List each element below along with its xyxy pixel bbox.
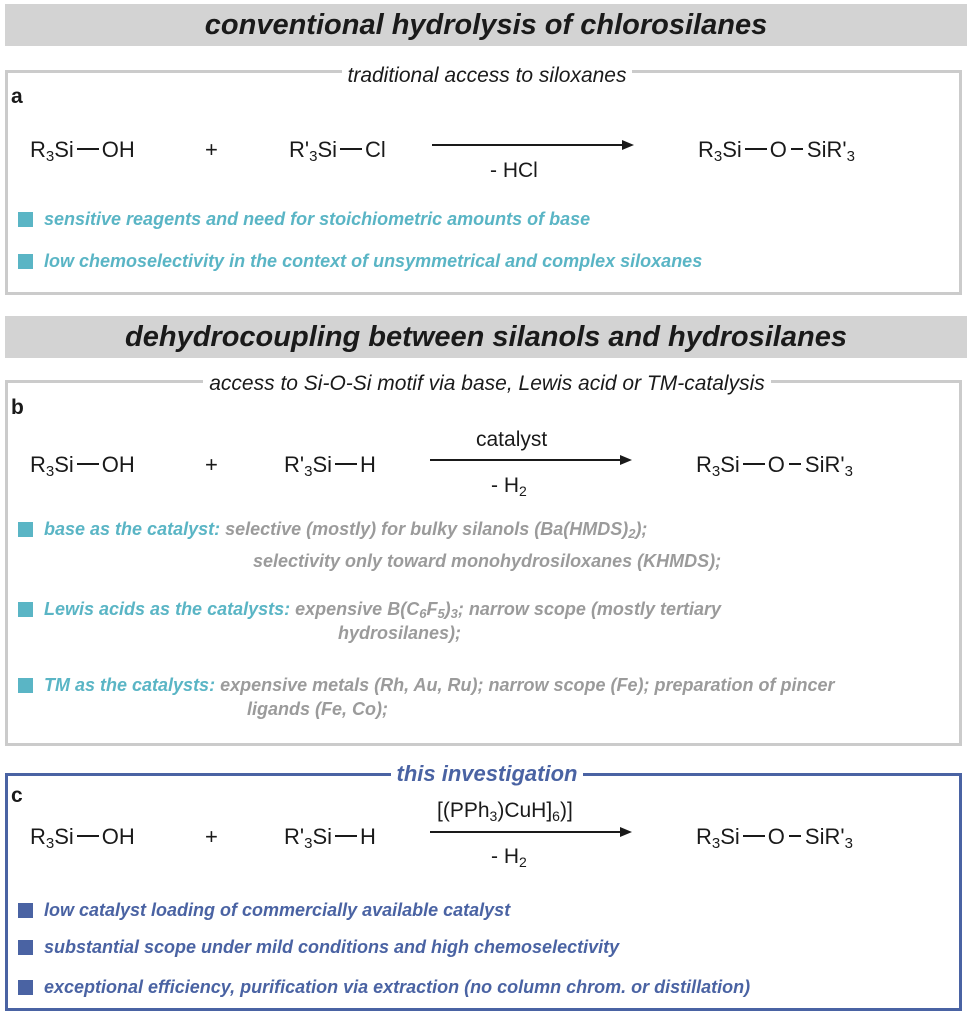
single-bond	[335, 835, 357, 837]
chem-part: SiR'	[804, 824, 845, 849]
label-part: )CuH]	[497, 799, 553, 822]
chem-sub: 3	[844, 463, 853, 480]
label-part: - H	[491, 474, 519, 497]
chem-sub: 3	[309, 148, 318, 165]
arrow-b-above-label: catalyst	[476, 428, 548, 451]
single-bond	[789, 835, 801, 837]
bullet-square-icon	[18, 980, 33, 995]
reactant-chlorosilane-a	[289, 137, 386, 163]
chem-part: Si	[54, 824, 74, 849]
section-b-caption	[0, 372, 974, 396]
bullet-text	[44, 518, 647, 540]
section-b-bullet-lewis-line2: hydrosilanes);	[338, 623, 462, 643]
detail-sub: 6	[419, 606, 427, 621]
section-a-bullet	[18, 250, 702, 272]
chem-sub: 3	[713, 148, 723, 165]
bullet-text	[44, 598, 721, 620]
bullet-text: exceptional efficiency, purification via extraction (no column chrom. or distillation)	[44, 977, 751, 997]
label-part: )]	[559, 799, 573, 822]
single-bond	[743, 835, 765, 837]
chem-part: O	[769, 137, 787, 162]
bullet-detail	[295, 599, 721, 619]
chem-part: Si	[312, 452, 332, 477]
single-bond	[743, 463, 765, 465]
chem-part: Si	[54, 137, 74, 162]
bullet-text: low catalyst loading of commercially available catalyst	[44, 900, 511, 920]
chem-part: SiR'	[804, 452, 845, 477]
bullet-text: low chemoselectivity in the context of unsymmetrical and complex siloxanes	[44, 251, 703, 271]
chem-part: Si	[312, 824, 332, 849]
section-a-caption-text: traditional access to siloxanes	[342, 64, 633, 87]
reaction-arrow-c	[430, 825, 634, 839]
section-a-letter: a	[11, 85, 23, 108]
section-c-bullet	[18, 899, 510, 921]
reactant-hydrosilane-b	[284, 452, 376, 478]
section-a-caption	[0, 64, 974, 88]
product-siloxane-b	[696, 452, 853, 478]
section-c-bullet	[18, 936, 619, 958]
chem-part: OH	[101, 137, 135, 162]
single-bond	[77, 463, 99, 465]
section-b-bullet-base-line2: selectivity only toward monohydrosiloxanes (KHMDS);	[253, 551, 722, 571]
detail-part: expensive B(C	[295, 599, 420, 619]
section-b-banner-text: dehydrocoupling between silanols and hydrosilanes	[125, 320, 847, 353]
chem-part: Si	[722, 137, 742, 162]
bullet-detail: expensive metals (Rh, Au, Ru); narrow scope (Fe); preparation of pincer	[220, 675, 835, 695]
section-b-bullet-lewis	[18, 598, 721, 620]
reaction-arrow-a	[432, 138, 636, 152]
section-b-bullet-tm	[18, 674, 835, 696]
bullet-square-icon	[18, 678, 33, 693]
chem-sub: 3	[45, 835, 55, 852]
chem-part: Si	[720, 824, 740, 849]
detail-sub: 3	[450, 606, 458, 621]
product-siloxane-c	[696, 824, 853, 850]
chem-part: R	[696, 824, 712, 849]
product-siloxane-a	[698, 137, 855, 163]
single-bond	[340, 148, 362, 150]
single-bond	[745, 148, 767, 150]
bullet-label: Lewis acids as the catalysts:	[44, 599, 291, 619]
label-part: [(PPh	[437, 799, 490, 822]
detail-part: selective (mostly) for bulky silanols (Ba(HMDS)	[225, 519, 629, 539]
section-c-caption-text: this investigation	[391, 761, 584, 786]
single-bond	[77, 835, 99, 837]
bullet-square-icon	[18, 254, 33, 269]
section-b-bullet-base	[18, 518, 647, 540]
chem-sub: 3	[846, 148, 855, 165]
plus-sign-a: +	[205, 137, 218, 162]
reaction-arrow-b	[430, 453, 634, 467]
bullet-label: TM as the catalysts:	[44, 675, 216, 695]
reactant-hydrosilane-c	[284, 824, 376, 850]
arrow-a-below-label: - HCl	[490, 159, 538, 182]
section-c-letter: c	[11, 784, 23, 807]
bullet-square-icon	[18, 602, 33, 617]
section-a-banner	[5, 4, 967, 46]
bullet-text: substantial scope under mild conditions and high chemoselectivity	[44, 937, 620, 957]
arrow-c-above-label	[437, 799, 573, 823]
single-bond	[791, 148, 803, 150]
chem-part: OH	[101, 452, 135, 477]
reactant-silanol-a	[30, 137, 135, 163]
single-bond	[335, 463, 357, 465]
bullet-detail	[225, 519, 647, 539]
chem-part: R	[698, 137, 714, 162]
chem-part: R	[30, 137, 46, 162]
chem-part: O	[767, 452, 785, 477]
single-bond	[77, 148, 99, 150]
bullet-square-icon	[18, 212, 33, 227]
chem-part: R'	[289, 137, 310, 162]
chem-part: H	[360, 824, 376, 849]
bullet-label: base as the catalyst:	[44, 519, 221, 539]
chem-part: OH	[101, 824, 135, 849]
detail-part: F	[426, 599, 438, 619]
section-b-bullet-tm-line2: ligands (Fe, Co);	[247, 699, 388, 719]
reactant-silanol-c	[30, 824, 135, 850]
detail-part: );	[635, 519, 648, 539]
detail-part: ; narrow scope (mostly tertiary	[457, 599, 721, 619]
plus-sign-c: +	[205, 824, 218, 849]
chem-sub: 3	[711, 463, 721, 480]
detail-sub: 5	[437, 606, 445, 621]
detail-sub: 2	[628, 526, 636, 541]
label-sub: 2	[519, 854, 527, 870]
chem-sub: 3	[844, 835, 853, 852]
bullet-square-icon	[18, 940, 33, 955]
reactant-silanol-b	[30, 452, 135, 478]
bullet-text: sensitive reagents and need for stoichiometric amounts of base	[44, 209, 591, 229]
chem-part: R'	[284, 452, 305, 477]
chem-part: O	[767, 824, 785, 849]
section-c-caption	[0, 761, 974, 787]
chem-sub: 3	[304, 463, 313, 480]
arrow-b-below-label	[491, 474, 527, 498]
chem-sub: 3	[711, 835, 721, 852]
chem-part: Si	[317, 137, 337, 162]
label-sub: 6	[552, 808, 560, 824]
bullet-square-icon	[18, 522, 33, 537]
section-b-banner	[5, 316, 967, 358]
chem-part: R	[30, 452, 46, 477]
section-b-caption-text: access to Si-O-Si motif via base, Lewis acid or TM-catalysis	[203, 372, 771, 395]
label-sub: 3	[489, 808, 498, 824]
chem-part: Si	[720, 452, 740, 477]
section-b-letter: b	[11, 396, 24, 419]
section-c-bullet	[18, 976, 750, 998]
chem-part: Cl	[365, 137, 386, 162]
label-part: - H	[491, 845, 519, 868]
chem-part: R	[30, 824, 46, 849]
chem-part: SiR'	[806, 137, 847, 162]
chem-sub: 3	[304, 835, 313, 852]
chem-sub: 3	[45, 148, 55, 165]
label-sub: 2	[519, 483, 527, 499]
plus-sign-b: +	[205, 452, 218, 477]
arrow-c-below-label	[491, 845, 527, 869]
bullet-text	[44, 674, 835, 696]
bullet-square-icon	[18, 903, 33, 918]
chem-part: Si	[54, 452, 74, 477]
chem-part: H	[360, 452, 376, 477]
section-a-bullet	[18, 208, 590, 230]
detail-part: )	[444, 599, 451, 619]
single-bond	[789, 463, 801, 465]
chem-part: R	[696, 452, 712, 477]
section-a-banner-text: conventional hydrolysis of chlorosilanes	[204, 8, 768, 41]
chem-part: R'	[284, 824, 305, 849]
chem-sub: 3	[45, 463, 55, 480]
